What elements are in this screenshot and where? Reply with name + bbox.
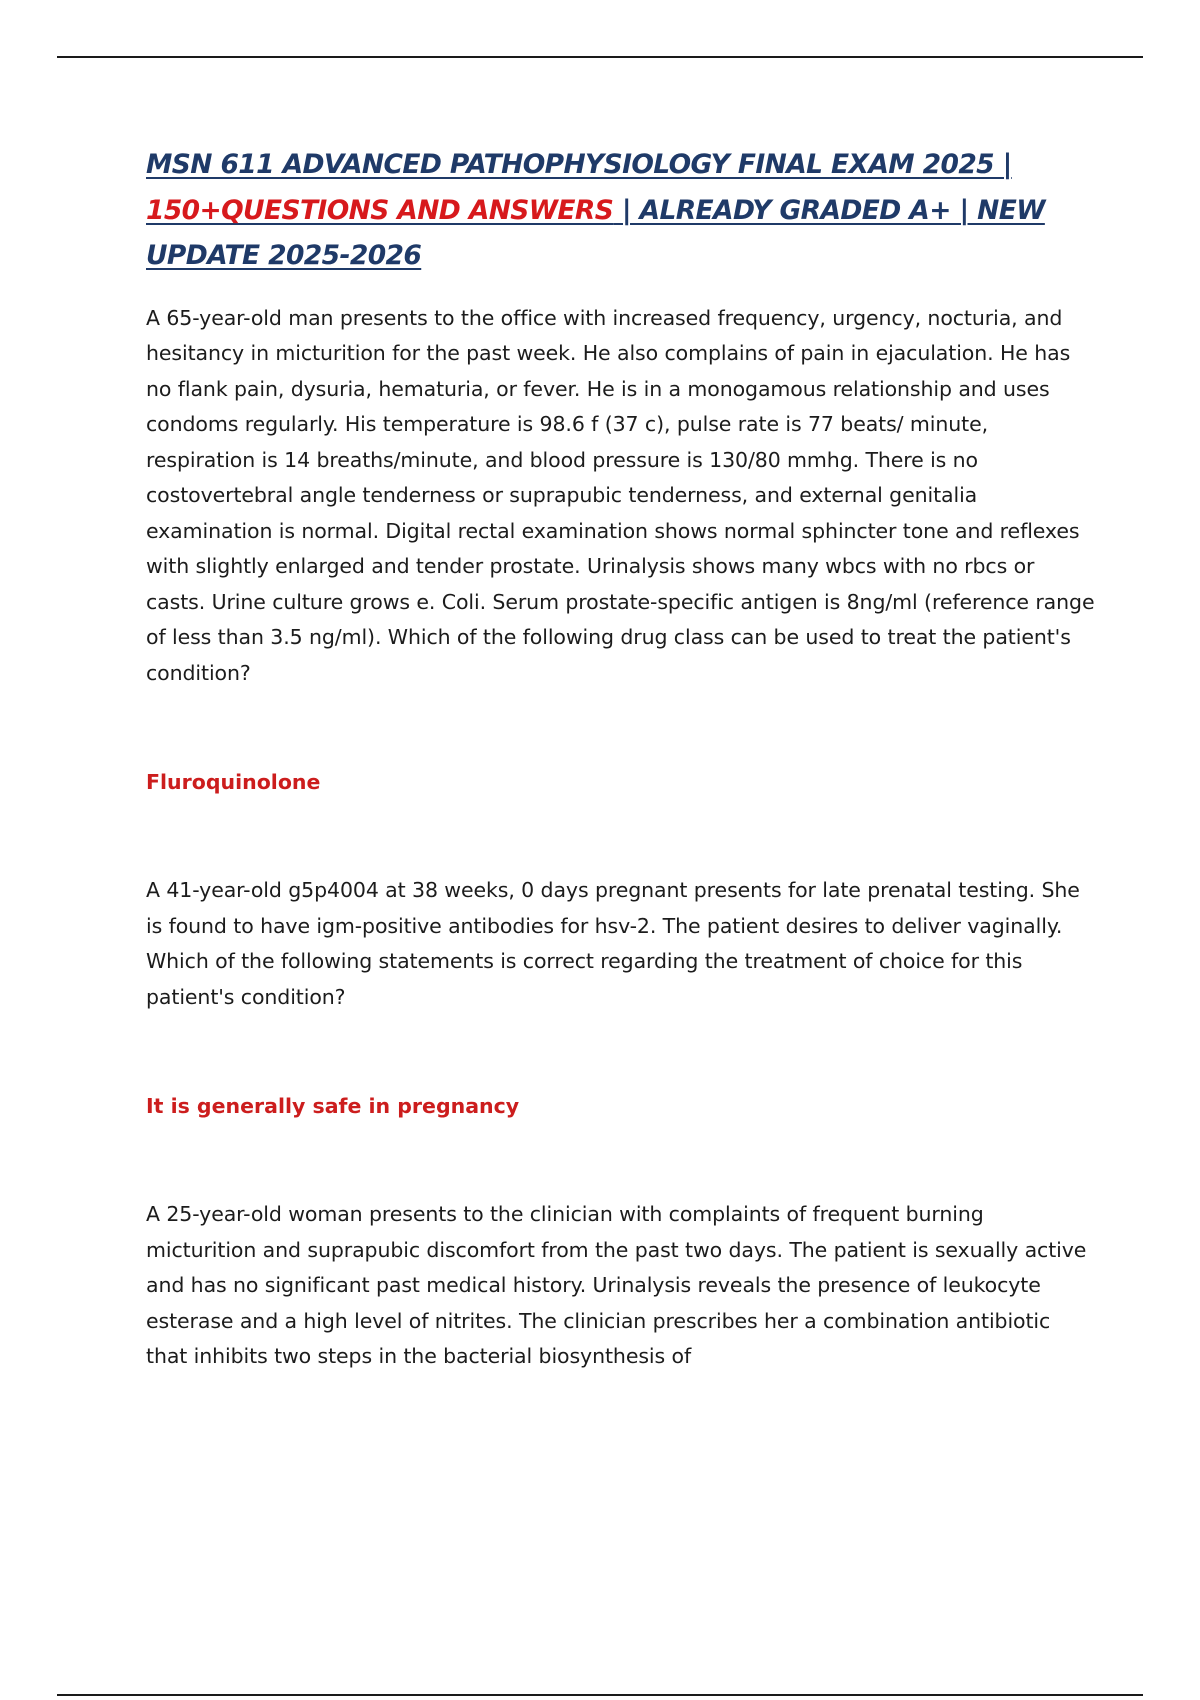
answer-text: It is generally safe in pregnancy [146,1094,520,1118]
answer-text: Fluroquinolone [146,770,321,794]
document-title [146,142,1096,279]
question-text: A 65-year-old man presents to the office with increased frequency, urgency, nocturia, and hesitancy in micturition for the past week. He also complains of pain in ejaculation. He has no flank pain, dysuria, hematuria, or fever. He is in a monogamous relationship and uses condoms regularly. His temperature is 98.6 f (37 c), pulse rate is 77 beats/ minute, respiration is 14 breaths/minute, and blood pressure is 130/80 mmhg. There is no costovertebral angle tenderness or suprapubic tenderness, and external genitalia examination is normal. Digital rectal examination shows normal sphincter tone and reflexes with slightly enlarged and tender prostate. Urinalysis shows many wbcs with no rbcs or casts. Urine culture grows e. Coli. Serum prostate-specific antigen is 8ng/ml (reference range of less than 3.5 ng/ml). Which of the following drug class can be used to treat the patient's condition? [146,305,1095,685]
title-part-2-highlight: 150+QUESTIONS AND ANSWERS [146,194,614,226]
title-part-1: MSN 611 ADVANCED PATHOPHYSIOLOGY FINAL EXAM 2025 | [146,149,1012,180]
header-rule [57,56,1143,58]
footer-rule [57,1694,1143,1696]
title-part-3: | ALREADY GRADED A+ | NEW UPDATE 2025-2026 [146,194,1045,271]
question-text: A 25-year-old woman presents to the clinician with complaints of frequent burning micturition and suprapubic discomfort from the past two days. The patient is sexually active and has no significant past medical history. Urinalysis reveals the presence of leukocyte esterase and a high level of nitrites. The clinician prescribes her a combination antibiotic that inhibits two steps in the bacterial biosynthesis of [146,1202,1087,1368]
question-text: A 41-year-old g5p4004 at 38 weeks, 0 days pregnant presents for late prenatal testing. She is found to have igm-positive antibodies for hsv-2. The patient desires to deliver vaginally. Which of the following statements is correct regarding the treatment of choice for this patient's condition? [146,878,1080,1009]
document-body [146,142,1096,1375]
